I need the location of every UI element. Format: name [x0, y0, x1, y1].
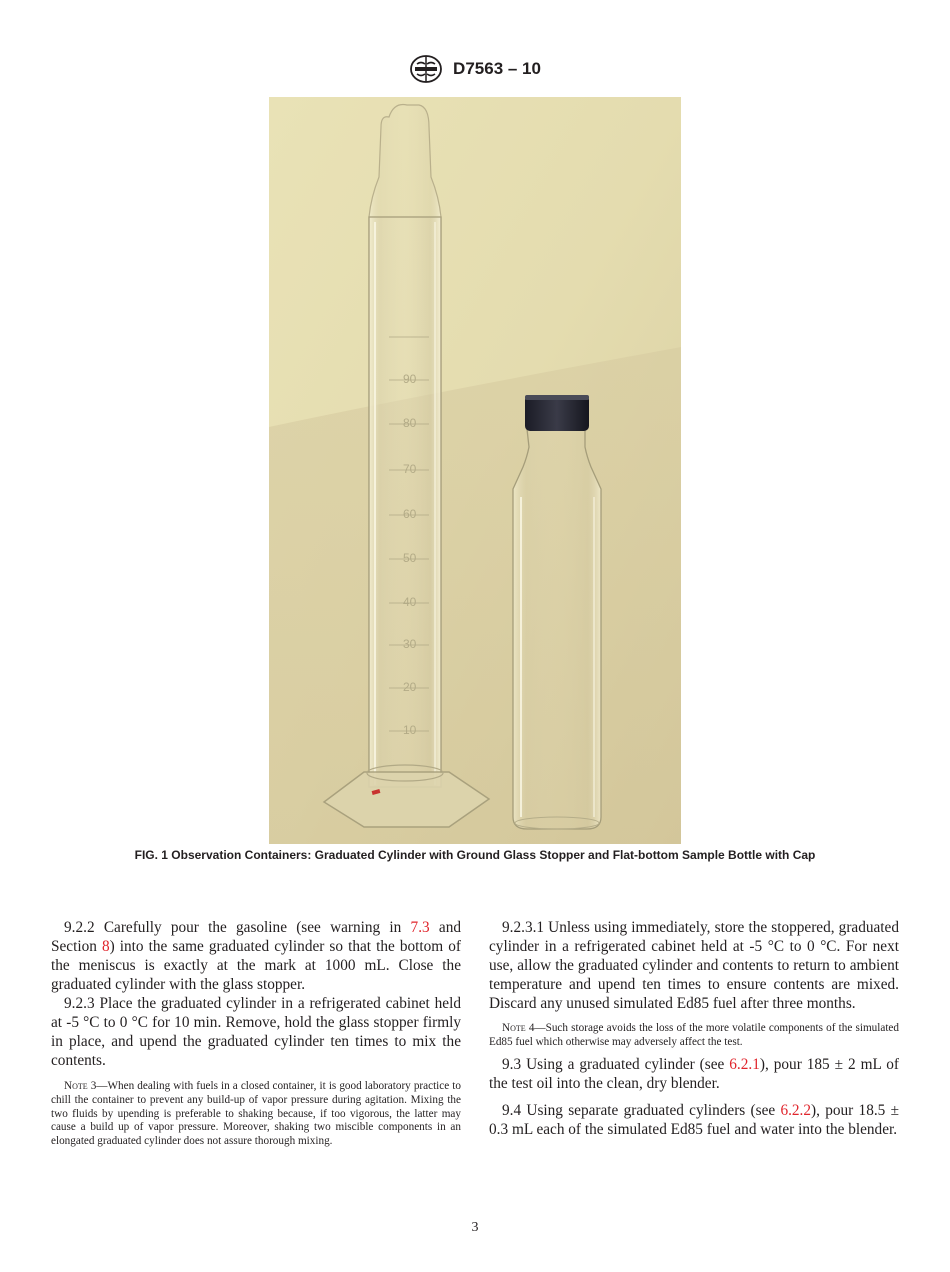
figure-caption: FIG. 1 Observation Containers: Graduated Cylinder with Ground Glass Stopper and Flat-bottom Sample Bottle with Cap	[134, 848, 816, 862]
note-label: Note	[64, 1080, 88, 1092]
document-designation: D7563 – 10	[453, 59, 541, 78]
text-run: ), pour 18.5 ± 0.3 mL each of the simulated Ed85 fuel and water into the blender.	[489, 1101, 899, 1138]
text-run: 9.4 Using separate graduated cylinders (see	[502, 1101, 781, 1119]
page-number: 3	[471, 1220, 479, 1235]
ref-link-6-2-1[interactable]: 6.2.1	[729, 1055, 760, 1073]
scale-mark-20: 20	[403, 680, 417, 694]
scale-mark-80: 80	[403, 416, 417, 430]
text-run: 9.3 Using a graduated cylinder (see	[502, 1055, 730, 1073]
scale-mark-50: 50	[403, 551, 417, 565]
text-run: 9.2.2 Carefully pour the gasoline (see warning in	[64, 919, 411, 936]
astm-logo-icon	[409, 54, 443, 84]
note-text: 3—When dealing with fuels in a closed container, it is good laboratory practice to chill the container to prevent any build-up of vapor pressure during agitation. Mixing the two fluids by upending is preferable to shaking because, if too vigorous, the latter may cause a build up of vapor pressure. Moreover, shaking two miscible components in an elongated graduated cylinder does not assure thorough mixing.	[51, 1080, 461, 1148]
note-label: Note	[502, 1022, 526, 1034]
text-run: and Section	[51, 919, 461, 955]
scale-mark-70: 70	[403, 462, 417, 476]
scale-mark-10: 10	[403, 723, 417, 737]
right-column	[489, 918, 899, 1139]
ref-link-6-2-2[interactable]: 6.2.2	[780, 1101, 812, 1119]
section-9-3	[489, 1055, 899, 1093]
ref-link-7-3[interactable]: 7.3	[410, 919, 430, 936]
figure-photo	[269, 97, 681, 844]
text-run: ), pour 185 ± 2 mL of the test oil into the clean, dry blender.	[489, 1055, 900, 1092]
text-run: ) into the same graduated cylinder so that the bottom of the meniscus is exactly at the mark at 1000 mL. Close the graduated cylinder with the glass stopper.	[51, 938, 461, 993]
scale-mark-60: 60	[403, 507, 417, 521]
note-text: 4—Such storage avoids the loss of the more volatile components of the simulated Ed85 fuel which otherwise may adversely affect the test.	[489, 1022, 899, 1048]
note-3	[51, 1080, 461, 1149]
scale-mark-90: 90	[403, 372, 417, 386]
section-9-2-2	[51, 918, 461, 994]
ref-link-section-8[interactable]: 8	[101, 938, 110, 955]
scale-mark-40: 40	[403, 595, 417, 609]
scale-mark-30: 30	[403, 637, 417, 651]
page-header	[0, 54, 950, 84]
section-9-4	[489, 1101, 899, 1139]
left-column	[51, 918, 461, 1149]
note-4	[489, 1022, 899, 1050]
section-9-2-3-1: 9.2.3.1 Unless using immediately, store the stoppered, graduated cylinder in a refrigerated cabinet held at -5 °C to 0 °C. For next use, allow the graduated cylinder and contents to return to ambient temperature and upend ten times to ensure contents are mixed. Discard any unused simulated Ed85 fuel after three months.	[489, 919, 899, 1012]
observation-containers-image	[269, 97, 681, 844]
section-9-2-3: 9.2.3 Place the graduated cylinder in a refrigerated cabinet held at -5 °C to 0 °C for 10 min. Remove, hold the glass stopper firmly in place, and upend the graduated cylinder ten times to mix the contents.	[51, 995, 461, 1069]
